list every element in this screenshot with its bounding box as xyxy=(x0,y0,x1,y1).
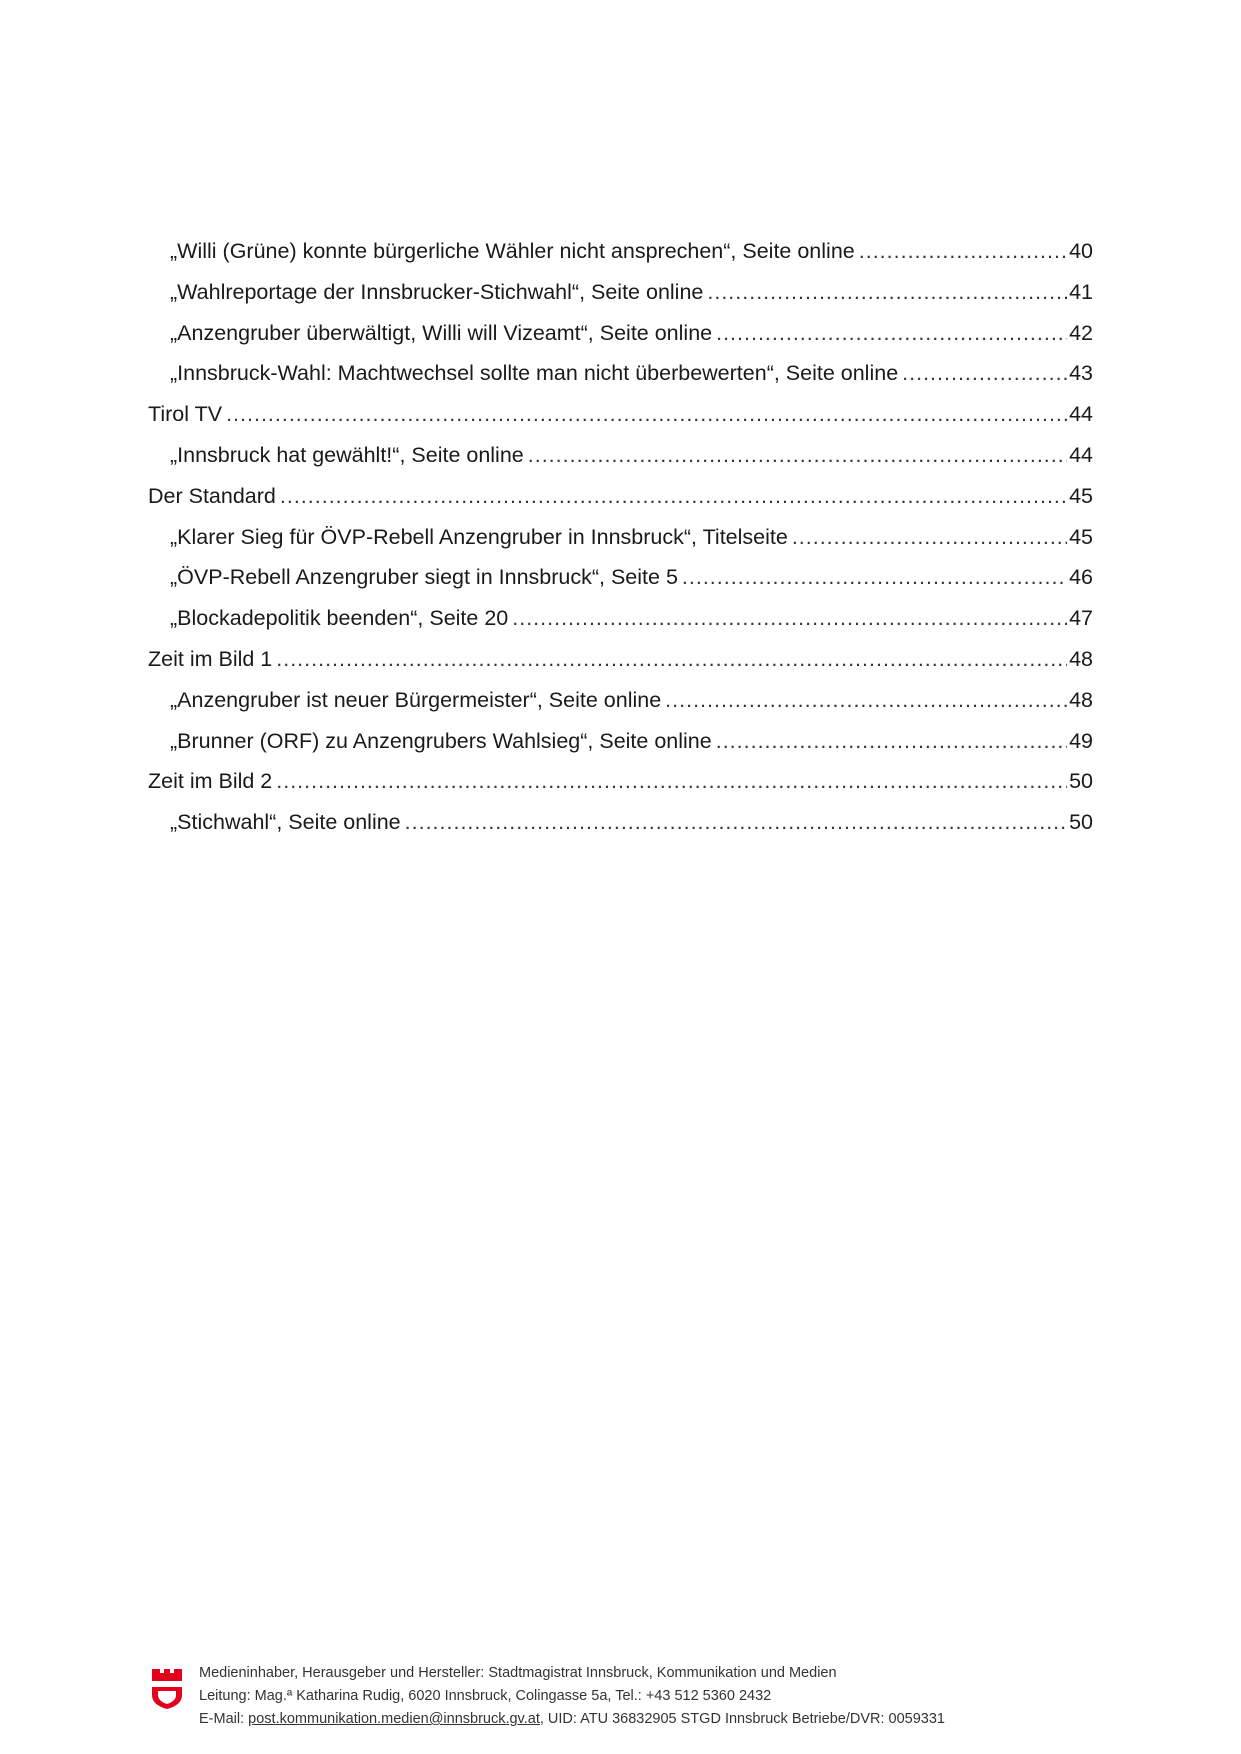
toc-dot-leader xyxy=(707,272,1067,313)
toc-dot-leader xyxy=(859,231,1067,272)
toc-entry-page-number: 48 xyxy=(1069,646,1093,671)
toc-entry-page-number: 41 xyxy=(1069,279,1093,304)
toc-entry-page-number: 44 xyxy=(1069,402,1093,427)
toc-entry-title: „Willi (Grüne) konnte bürgerliche Wähler nicht ansprechen“, Seite online xyxy=(170,239,855,263)
footer-email-label: E-Mail: xyxy=(199,1711,249,1727)
toc-entry-page-number: 45 xyxy=(1069,524,1093,549)
footer-publisher-line: Medieninhaber, Herausgeber und Hersteller: Stadtmagistrat Innsbruck, Kommunikation und Medien xyxy=(199,1665,837,1681)
toc-entry-page-number: 40 xyxy=(1069,239,1093,263)
footer-email-link[interactable]: post.kommunikation.medien@innsbruck.gv.at xyxy=(248,1711,540,1727)
toc-article-entry[interactable] xyxy=(148,353,1093,394)
toc-article-entry[interactable] xyxy=(148,721,1093,762)
toc-section-entry[interactable] xyxy=(148,761,1093,802)
toc-entry-page-number: 43 xyxy=(1069,361,1093,386)
toc-entry-title: „Klarer Sieg für ÖVP-Rebell Anzengruber in Innsbruck“, Titelseite xyxy=(170,524,788,549)
toc-article-entry[interactable] xyxy=(148,272,1093,313)
toc-dot-leader xyxy=(716,313,1067,354)
toc-article-entry[interactable] xyxy=(148,435,1093,476)
footer-management-line: Leitung: Mag.ª Katharina Rudig, 6020 Innsbruck, Colingasse 5a, Tel.: +43 512 5360 2432 xyxy=(199,1688,772,1704)
page-footer xyxy=(148,1662,1093,1732)
toc-entry-title: „Stichwahl“, Seite online xyxy=(170,810,401,835)
toc-article-entry[interactable] xyxy=(148,802,1093,843)
toc-entry-page-number: 50 xyxy=(1069,769,1093,794)
toc-dot-leader xyxy=(528,435,1067,476)
toc-entry-page-number: 44 xyxy=(1069,442,1093,467)
toc-entry-title: Der Standard xyxy=(148,483,276,508)
toc-entry-title: Tirol TV xyxy=(148,402,223,427)
toc-entry-title: „Brunner (ORF) zu Anzengrubers Wahlsieg“, Seite online xyxy=(170,728,712,753)
toc-entry-title: „Wahlreportage der Innsbrucker-Stichwahl“, Seite online xyxy=(170,279,704,304)
toc-article-entry[interactable] xyxy=(148,598,1093,639)
toc-section-entry[interactable] xyxy=(148,476,1093,517)
footer-contact-line xyxy=(199,1708,945,1731)
toc-entry-page-number: 50 xyxy=(1069,810,1093,835)
table-of-contents xyxy=(148,231,1093,843)
innsbruck-logo-icon xyxy=(150,1665,184,1711)
toc-entry-title: Zeit im Bild 2 xyxy=(148,769,273,794)
toc-article-entry[interactable] xyxy=(148,517,1093,558)
toc-entry-page-number: 47 xyxy=(1069,606,1093,631)
toc-entry-title: „Innsbruck-Wahl: Machtwechsel sollte man nicht überbewerten“, Seite online xyxy=(170,361,899,386)
toc-entry-page-number: 45 xyxy=(1069,483,1093,508)
toc-entry-page-number: 46 xyxy=(1069,565,1093,590)
toc-dot-leader xyxy=(280,476,1067,517)
toc-entry-title: „Anzengruber überwältigt, Willi will Vizeamt“, Seite online xyxy=(170,320,713,345)
toc-section-entry[interactable] xyxy=(148,394,1093,435)
toc-dot-leader xyxy=(902,353,1067,394)
toc-dot-leader xyxy=(276,761,1067,802)
toc-dot-leader xyxy=(405,802,1067,843)
toc-article-entry[interactable] xyxy=(148,557,1093,598)
toc-entry-page-number: 48 xyxy=(1069,687,1093,712)
toc-article-entry[interactable] xyxy=(148,313,1093,354)
toc-dot-leader xyxy=(716,721,1067,762)
toc-entry-title: Zeit im Bild 1 xyxy=(148,646,273,671)
toc-entry-title: „Blockadepolitik beenden“, Seite 20 xyxy=(170,606,509,631)
toc-article-entry[interactable] xyxy=(148,231,1093,272)
toc-entry-page-number: 49 xyxy=(1069,728,1093,753)
toc-entry-title: „Anzengruber ist neuer Bürgermeister“, Seite online xyxy=(170,687,662,712)
toc-entry-title: „ÖVP-Rebell Anzengruber siegt in Innsbruck“, Seite 5 xyxy=(170,565,678,590)
toc-dot-leader xyxy=(682,557,1067,598)
toc-dot-leader xyxy=(276,639,1067,680)
toc-dot-leader xyxy=(665,680,1067,721)
toc-dot-leader xyxy=(512,598,1067,639)
toc-entry-title: „Innsbruck hat gewählt!“, Seite online xyxy=(170,442,524,467)
toc-dot-leader xyxy=(226,394,1067,435)
toc-article-entry[interactable] xyxy=(148,680,1093,721)
toc-dot-leader xyxy=(792,517,1067,558)
toc-section-entry[interactable] xyxy=(148,639,1093,680)
toc-entry-page-number: 42 xyxy=(1069,320,1093,345)
footer-uid-text: , UID: ATU 36832905 STGD Innsbruck Betriebe/DVR: 0059331 xyxy=(539,1711,945,1727)
